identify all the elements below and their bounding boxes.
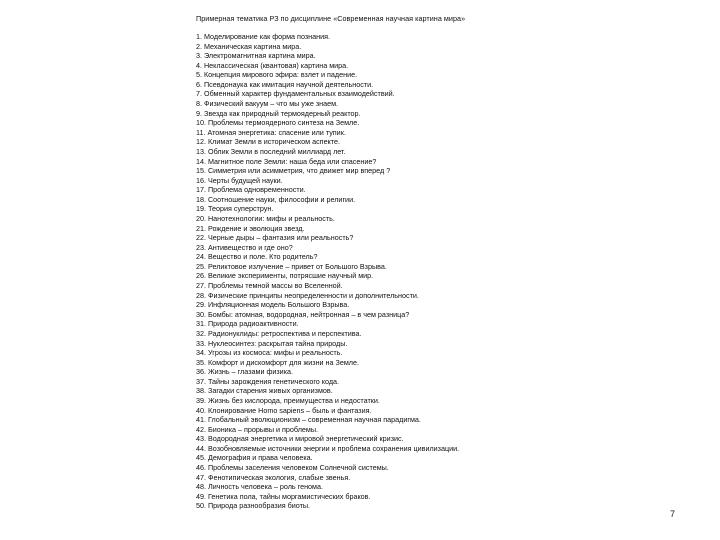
list-item: 19. Теория суперструн. [196,204,274,214]
list-item: 36. Жизнь – глазами физика. [196,367,293,377]
list-item: 28. Физические принципы неопределенности и дополнительности. [196,290,419,300]
list-item: 31. Природа радиоактивности. [196,319,299,329]
list-item: 20. Нанотехнологии: мифы и реальность. [196,213,335,223]
list-item: 7. Обменный характер фундаментальных взаимодействий. [196,89,395,99]
list-item: 43. Водородная энергетика и мировой энергетический кризис. [196,434,404,444]
list-item: 37. Тайны зарождения генетического кода. [196,376,340,386]
list-item: 21. Рождение и эволюция звезд. [196,223,305,233]
list-item: 17. Проблема одновременности. [196,185,306,195]
list-item: 42. Бионика – прорывы и проблемы. [196,424,319,434]
list-item: 13. Облик Земли в последний миллиард лет. [196,146,346,156]
list-item: 33. Нуклеосинтез: раскрытая тайна природы. [196,338,348,348]
list-item: 14. Магнитное поле Земли: наша беда или спасение? [196,156,377,166]
list-item: 44. Возобновляемые источники энергии и проблема сохранения цивилизации. [196,443,460,453]
list-item: 39. Жизнь без кислорода, преимущества и недостатки. [196,395,380,405]
list-item: 40. Клонирование Homo sapiens – быль и фантазия. [196,405,372,415]
topic-list [196,32,459,511]
list-item: 50. Природа разнообразия биоты. [196,501,311,511]
list-item: 35. Комфорт и дискомфорт для жизни на Земле. [196,357,359,367]
list-item: 11. Атомная энергетика: спасение или тупик. [196,127,346,137]
list-item: 16. Черты будущей науки. [196,175,283,185]
list-item: 25. Реликтовое излучение – привет от Большого Взрыва. [196,261,387,271]
list-item: 27. Проблемы темной массы во Вселенной. [196,281,343,291]
list-item: 9. Звезда как природный термоядерный реактор. [196,108,361,118]
list-item: 29. Инфляционная модель Большого Взрыва. [196,300,350,310]
list-item: 1. Моделирование как форма познания. [196,32,330,41]
list-item: 32. Радионуклиды: ретроспектива и перспектива. [196,328,362,338]
list-item: 41. Глобальный эволюционизм – современная научная парадигма. [196,415,421,425]
list-item: 10. Проблемы термоядерного синтеза на Земле. [196,118,360,128]
page-title: Примерная тематика РЗ по дисциплине «Современная научная картина мира» [196,14,466,23]
list-item: 2. Механическая картина мира. [196,41,302,51]
list-item: 24. Вещество и поле. Кто родитель? [196,252,318,262]
list-item: 26. Великие эксперименты, потрясшие научный мир. [196,271,374,281]
list-item: 47. Фенотипическая экология, слабые звенья. [196,472,351,482]
list-item: 12. Климат Земли в историческом аспекте. [196,137,340,147]
list-item: 3. Электромагнитная картина мира. [196,51,316,61]
list-item: 18. Соотношение науки, философии и религии. [196,194,356,204]
list-item: 5. Концепция мирового эфира: взлет и падение. [196,70,358,80]
list-item: 22. Черные дыры – фантазия или реальность? [196,233,354,243]
list-item: 49. Генетика пола, тайны моргамистических браков. [196,491,371,501]
list-item: 4. Неклассическая (квантовая) картина мира. [196,60,349,70]
list-item: 23. Антивещество и где оно? [196,242,293,252]
list-item: 38. Загадки старения живых организмов. [196,386,333,396]
page-number: 7 [670,509,676,519]
list-item: 30. Бомбы: атомная, водородная, нейтронная – в чем разница? [196,309,410,319]
list-item: 15. Симметрия или асимметрия, что движет мир вперед ? [196,166,391,176]
list-item: 8. Физический вакуум – что мы уже знаем. [196,99,339,109]
list-item: 45. Демография и права человека. [196,453,313,463]
list-item: 46. Проблемы заселения человеком Солнечной системы. [196,463,389,473]
list-item: 6. Псевдонаука как имитация научной деятельности. [196,79,374,89]
list-item: 48. Личность человека – роль генома. [196,482,323,492]
list-item: 34. Угрозы из космоса: мифы и реальность. [196,348,343,358]
